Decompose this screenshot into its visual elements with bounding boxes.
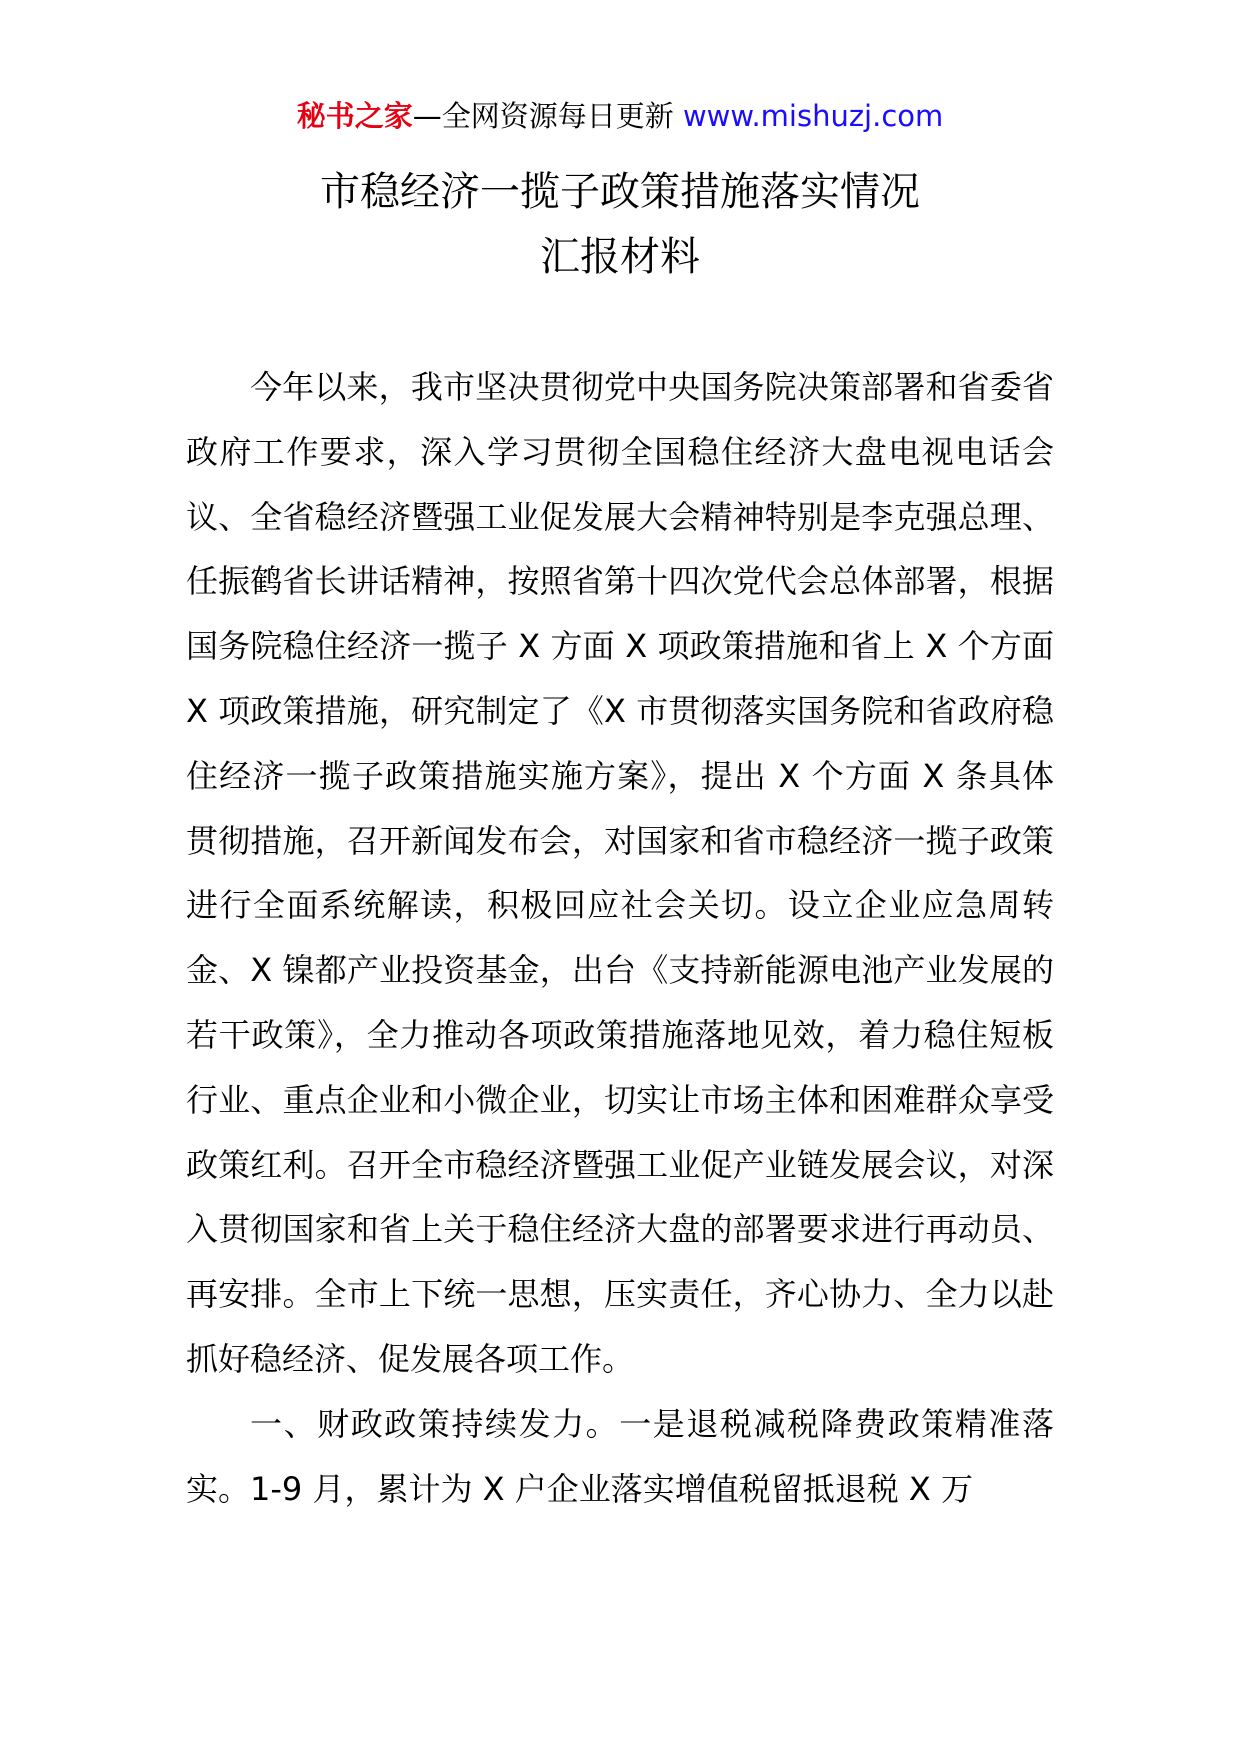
document-body (186, 355, 1054, 1521)
document-title-line-1: 市稳经济一揽子政策措施落实情况 (320, 169, 920, 215)
header-tagline: —全网资源每日更新 (412, 99, 674, 133)
brand-name: 秘书之家 (296, 99, 413, 133)
paragraph-intro: 今年以来，我市坚决贯彻党中央国务院决策部署和省委省政府工作要求，深入学习贯彻全国稳住经济大盘电视电话会议、全省稳经济暨强工业促发展大会精神特别是李克强总理、任振鹤省长讲话精神，按照省第十四次党代会总体部署，根据国务院稳住经济一揽子 X 方面 X 项政策措施和省上 X 个方面 X 项政策措施，研究制定了《X 市贯彻落实国务院和省政府稳住经济一揽子政策措施实施方案》，提出 X 个方面 X 条具体贯彻措施，召开新闻发布会，对国家和省市稳经济一揽子政策进行全面系统解读，积极回应社会关切。设立企业应急周转金、X 镍都产业投资基金，出台《支持新能源电池产业发展的若干政策》，全力推动各项政策措施落地见效，着力稳住短板行业、重点企业和小微企业，切实让市场主体和困难群众享受政策红利。召开全市稳经济暨强工业促产业链发展会议，对深入贯彻国家和省上关于稳住经济大盘的部署要求进行再动员、再安排。全市上下统一思想，压实责任，齐心协力、全力以赴抓好稳经济、促发展各项工作。 (186, 368, 1054, 1378)
paragraph-section-1: 一、财政政策持续发力。一是退税减税降费政策精准落实。1-9 月，累计为 X 户企业落实增值税留抵退税 X 万 (186, 1404, 1054, 1508)
site-header (0, 96, 1240, 136)
document-title-line-2: 汇报材料 (540, 234, 700, 280)
site-url-link[interactable]: www.mishuzj.com (682, 99, 944, 133)
